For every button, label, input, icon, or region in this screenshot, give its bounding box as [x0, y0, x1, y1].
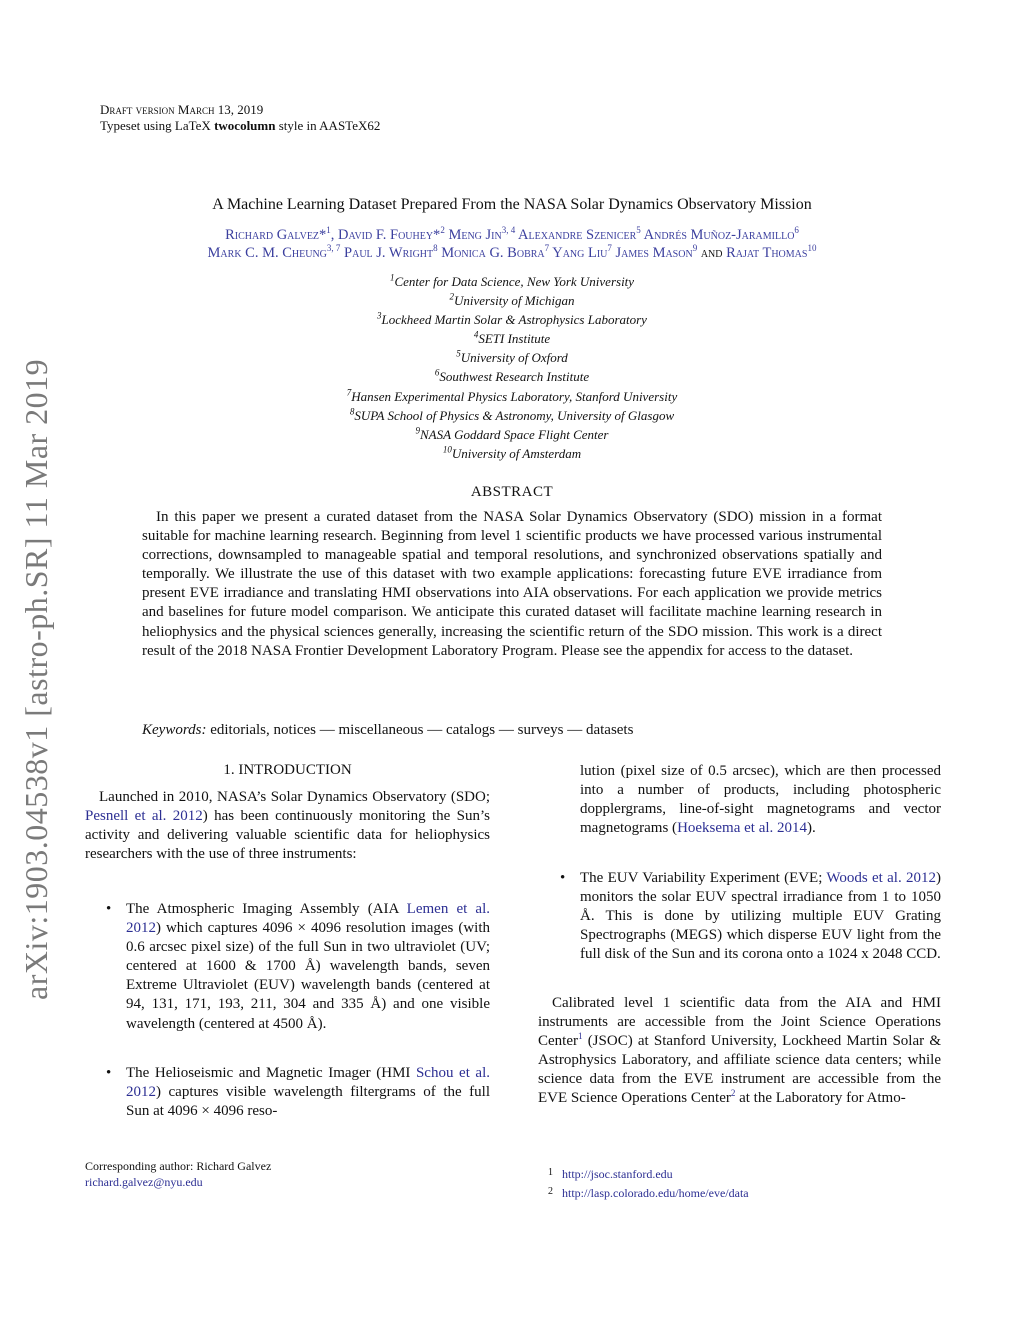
corresponding-label: Corresponding author: Richard Galvez [85, 1159, 272, 1173]
bullet-text: ) monitors the solar EUV spectral irradiance from 1 to 1050 Å. This is done by utilizing multiple EUV Grating Spectrographs (MEGS) which disperse EUV light from the full disk of the Sun and its corona onto a 1024 x 2048 CCD. [580, 870, 941, 963]
affiliation-text: Lockheed Martin Solar & Astrophysics Laboratory [381, 312, 647, 328]
citation-link[interactable]: Hoeksema et al. 2014 [677, 820, 808, 837]
footnote [548, 1164, 749, 1183]
intro-paragraph [85, 788, 490, 864]
abstract-text: In this paper we present a curated dataset from the NASA Solar Dynamics Observatory (SDO) mission in a format suitable for machine learning research. Beginning from level 1 scientific products we have processed various instrumental corrections, downsampled to manageable spatial and temporal resolutions, and synchronized observations spatially and temporally. We illustrate the use of this dataset with two example applications: forecasting future EVE irradiance from present EVE irradiance and translating HMI observations into AIA observations. For each application we provide metrics and baselines for future model comparison. We anticipate this curated dataset will facilitate machine learning research in heliophysics and the physical sciences generally, increasing the scientific return of the SDO mission. This work is a direct result of the 2018 NASA Frontier Development Laboratory Program. Please see the appendix for access to the dataset. [142, 509, 882, 659]
citation-link[interactable]: Schou et al. 2012 [126, 1065, 490, 1101]
affiliation-text: NASA Goddard Space Flight Center [420, 426, 609, 442]
paragraph-text: (JSOC) at Stanford University, Lockheed Martin Solar & Astrophysics Laboratory, and affiliate science data centers; while science data from the EVE instrument are accessible from the EVE Science Operations Center [538, 1033, 941, 1107]
arxiv-sidebar-stamp: arXiv:1903.04538v1 [astro-ph.SR] 11 Mar 2019 [18, 358, 54, 1000]
author-sup: 3, 4 [501, 225, 516, 236]
bullet-text: The Helioseismic and Magnetic Imager (HMI [126, 1065, 416, 1081]
affiliation [0, 312, 1024, 331]
footnote [548, 1183, 749, 1202]
bullet-aia [106, 900, 490, 1034]
affiliation-text: Hansen Experimental Physics Laboratory, Stanford University [351, 388, 678, 404]
bullet-eve [560, 869, 941, 964]
citation-link[interactable]: Woods et al. 2012 [826, 870, 936, 886]
author-name[interactable]: Alexandre Szenicer [518, 227, 637, 243]
author-sup: 7 [607, 243, 612, 254]
author-sup: 9 [692, 243, 698, 254]
affiliation [0, 350, 1024, 369]
author-name[interactable]: Richard Galvez* [225, 227, 327, 243]
bullet-icon: • [106, 901, 112, 917]
typeset-prefix: Typeset using [100, 118, 175, 133]
latex-logo: LaTeX [174, 118, 211, 133]
author-name[interactable]: David F. Fouhey* [338, 227, 441, 243]
bullet-text: ). [807, 820, 816, 837]
affiliation-num: 6 [434, 368, 440, 379]
affiliation [0, 446, 1024, 465]
affiliation-num: 8 [349, 406, 355, 417]
affiliation-num: 3 [377, 310, 382, 321]
author-sup: 3, 7 [326, 243, 341, 254]
citation-link[interactable]: Pesnell et al. 2012 [85, 808, 203, 825]
author-name[interactable]: Monica G. Bobra [441, 245, 545, 261]
author-sup: 10 [807, 243, 817, 254]
keywords-label: Keywords: [142, 722, 207, 738]
affiliation-num: 7 [346, 387, 352, 398]
affiliation [0, 427, 1024, 446]
citation-link[interactable]: Lemen et al. 2012 [126, 901, 490, 937]
author-sup: 1 [326, 225, 331, 236]
footnote-num: 1 [548, 1167, 553, 1178]
affiliation-text: University of Michigan [453, 293, 575, 309]
affiliation [0, 389, 1024, 408]
footnotes [548, 1164, 749, 1202]
author-sup: 6 [794, 225, 799, 236]
footnote-num: 2 [548, 1186, 553, 1197]
footnote-ref[interactable]: 1 [577, 1031, 583, 1042]
affiliation-text: SETI Institute [478, 331, 551, 347]
bullet-hmi-continued [580, 762, 941, 838]
affiliation-num: 1 [389, 272, 395, 283]
author-sup: 2 [440, 225, 445, 236]
section-heading: 1. INTRODUCTION [223, 762, 352, 778]
typeset-bold: twocolumn [214, 118, 276, 133]
keywords-line [142, 722, 882, 739]
affiliation [0, 331, 1024, 350]
bullet-icon: • [560, 870, 566, 886]
keywords-text: editorials, notices — miscellaneous — catalogs — surveys — datasets [206, 722, 634, 738]
bullet-icon: • [106, 1065, 112, 1081]
author-name[interactable]: Yang Liu [552, 245, 608, 261]
affiliation-text: Center for Data Science, New York University [394, 274, 635, 289]
author-sup: 8 [433, 243, 438, 254]
intro-text: Launched in 2010, NASA’s Solar Dynamics Observatory (SDO; [99, 789, 490, 805]
footnote-ref[interactable]: 2 [730, 1088, 736, 1099]
author-name[interactable]: Paul J. Wright [344, 245, 434, 261]
bullet-text: ) which captures 4096 × 4096 resolution images (with 0.6 arcsec pixel size) of the full Sun in two ultraviolet (UV; centered at 1600 & 1700 Å) wavelength bands, seven Extreme Ultraviolet (EUV) wavelength bands (centered at 94, 131, 171, 193, 211, 304 and 335 Å) and one visible wavelength (centered at 4500 Å). [126, 920, 490, 1032]
author-name[interactable]: Meng Jin [448, 227, 502, 243]
and-word: and [700, 245, 723, 261]
affiliations [0, 274, 1024, 465]
paragraph-text: Calibrated level 1 scientific data from the AIA and HMI instruments are accessible from the Joint Science Operations Center [538, 995, 941, 1050]
bullet-hmi [106, 1064, 490, 1121]
author-name[interactable]: Andrés Muñoz-Jaramillo [643, 227, 795, 243]
author-name[interactable]: James Mason [615, 245, 693, 261]
affiliation-num: 5 [456, 349, 461, 360]
affiliation-num: 2 [449, 291, 454, 302]
typeset-line [100, 118, 380, 134]
author-line-1: Richard Galvez*$^1$, David F. Fouhey*$^2$ Meng Jin$^{3, 4}$ Alexandre Szenicer$^5$ Andrés Muñoz-Jaramillo$^6$ [225, 225, 799, 243]
footnote-url-link[interactable]: http://lasp.colorado.edu/home/eve/data [562, 1186, 749, 1200]
affiliation-num: 9 [415, 425, 420, 436]
affiliation [0, 293, 1024, 312]
affiliation-text: University of Amsterdam [451, 445, 582, 461]
paragraph-text: at the Laboratory for Atmo- [735, 1090, 906, 1107]
affiliation [0, 408, 1024, 427]
calibration-paragraph [538, 994, 941, 1109]
bullet-text: The EUV Variability Experiment (EVE; [580, 870, 827, 886]
typeset-suffix: style in AASTeX62 [275, 118, 381, 133]
affiliation-num: 10 [442, 444, 452, 455]
author-sup: 7 [544, 243, 550, 254]
corresponding-email-link[interactable]: richard.galvez@nyu.edu [85, 1175, 203, 1189]
corresponding-author [85, 1158, 271, 1190]
affiliation [0, 274, 1024, 293]
author-line-2 [0, 245, 1024, 262]
author-sup: 5 [636, 225, 641, 236]
abstract-heading: ABSTRACT [470, 484, 554, 500]
affiliation-text: Southwest Research Institute [439, 369, 590, 385]
affiliation [0, 369, 1024, 388]
affiliation-num: 4 [473, 329, 479, 340]
affiliation-text: University of Oxford [460, 350, 568, 366]
bullet-text: ) captures visible wavelength filtergrams of the full Sun at 4096 × 4096 reso- [126, 1084, 490, 1120]
bullet-text: lution (pixel size of 0.5 arcsec), which are then processed into a number of products, including photospheric dopplergrams, line-of-sight magnetograms and vector magnetograms ( [580, 763, 941, 837]
paper-title: A Machine Learning Dataset Prepared From the NASA Solar Dynamics Observatory Mission [212, 196, 812, 213]
footnote-url-link[interactable]: http://jsoc.stanford.edu [562, 1167, 673, 1181]
author-name[interactable]: Rajat Thomas [726, 245, 808, 261]
draft-version-line: Draft version March 13, 2019 [100, 102, 264, 117]
intro-text: ) has been continuously monitoring the Sun’s activity and delivering valuable scientific data for heliophysics researchers with the use of three instruments: [85, 808, 491, 863]
author-name[interactable]: Mark C. M. Cheung [207, 245, 327, 261]
bullet-text: The Atmospheric Imaging Assembly (AIA [126, 901, 407, 917]
affiliation-text: SUPA School of Physics & Astronomy, University of Glasgow [354, 407, 675, 423]
